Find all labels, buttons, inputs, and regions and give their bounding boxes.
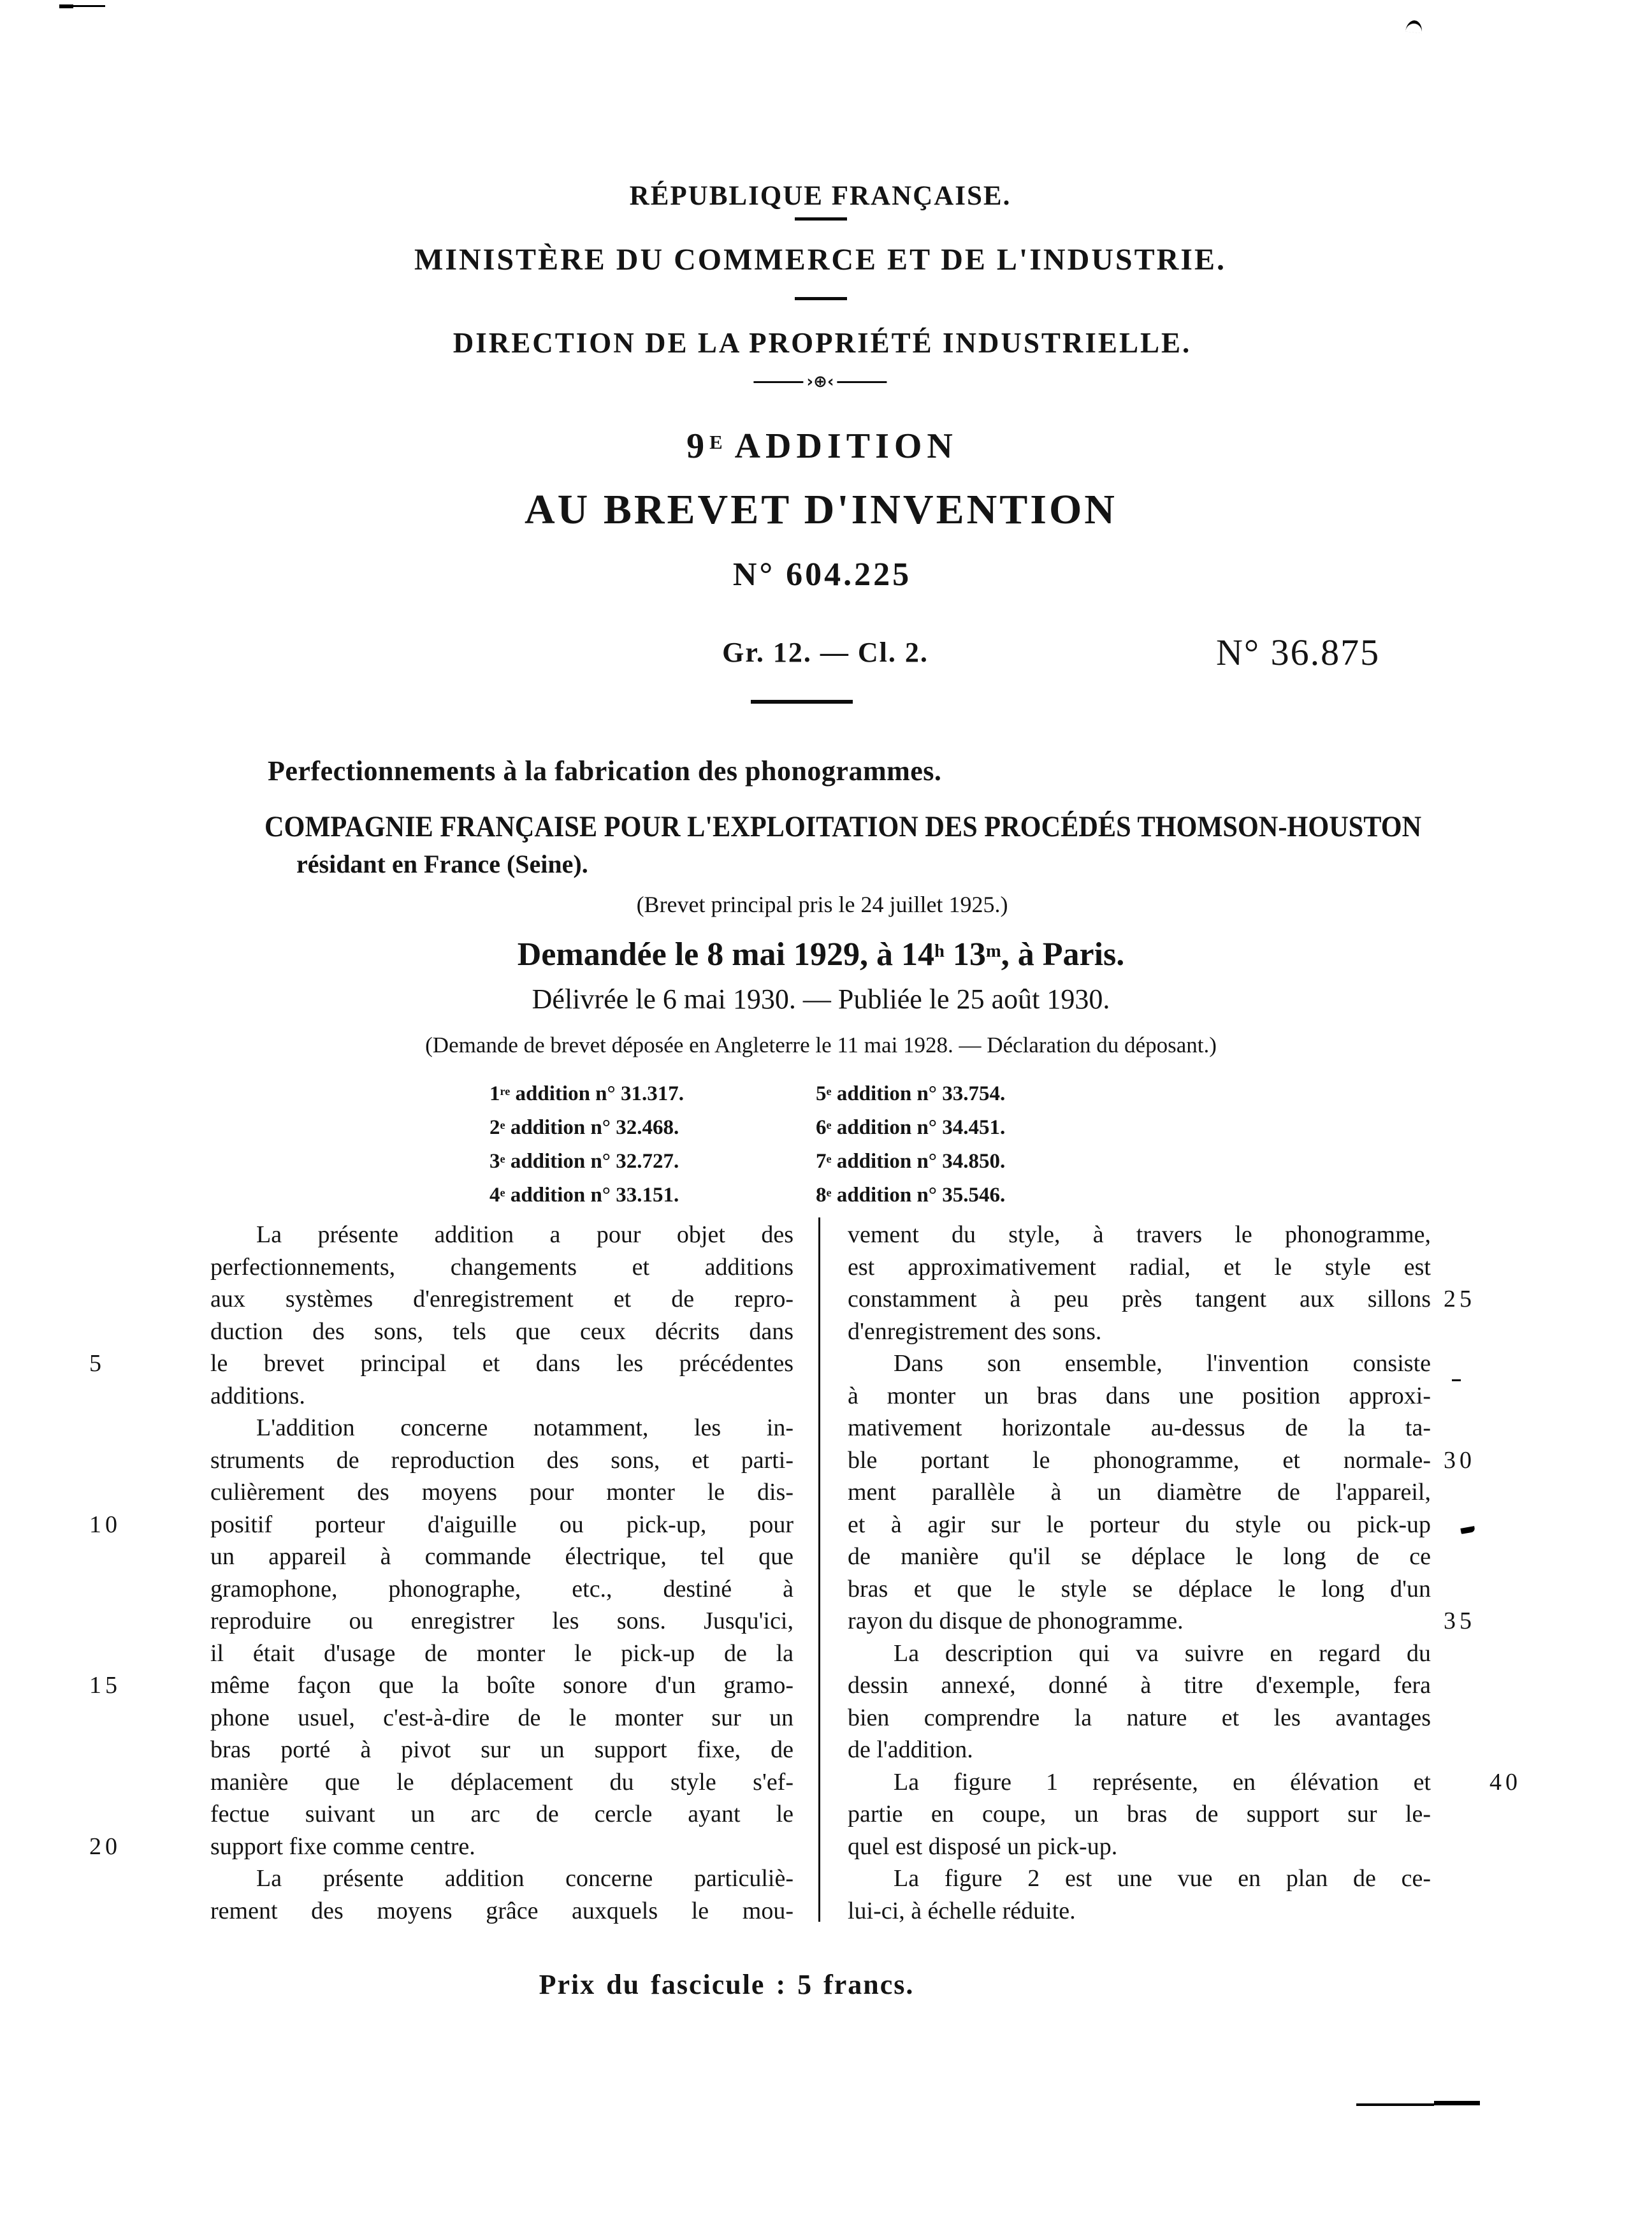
body-column-right (848, 1219, 1521, 1927)
text-line (848, 1219, 1431, 1251)
line-text: bras et que le style se déplace le long d'un (848, 1575, 1431, 1602)
text-line (210, 1862, 793, 1895)
prior-additions-column-left (489, 1076, 684, 1212)
line-text: il était d'usage de monter le pick-up de la (210, 1639, 793, 1667)
text-line (210, 1476, 793, 1509)
cross-ornament-divider (753, 374, 887, 390)
line-number: 40 (1489, 1768, 1521, 1796)
line-text: bien comprendre la nature et les avantages (848, 1704, 1431, 1731)
ministry-heading: MINISTÈRE DU COMMERCE ET DE L'INDUSTRIE. (414, 243, 1226, 277)
text-line (210, 1283, 793, 1316)
line-text: manière que le déplacement du style s'ef- (210, 1768, 793, 1796)
scan-artifact-line (1434, 2101, 1480, 2105)
line-text: est approximativement radial, et le style est (848, 1253, 1431, 1281)
divider-rule (795, 297, 847, 300)
text-line (210, 1541, 793, 1573)
line-text: Dans son ensemble, l'invention consiste (894, 1350, 1431, 1377)
line-text: de manière qu'il se déplace le long de ce (848, 1543, 1431, 1570)
text-line (848, 1573, 1431, 1606)
scan-speck (1460, 1526, 1475, 1534)
text-line (848, 1541, 1431, 1573)
text-line (848, 1251, 1431, 1284)
text-line (848, 1669, 1431, 1702)
line-text: mativement horizontale au-dessus de la ta- (848, 1414, 1431, 1441)
line-text: vement du style, à travers le phonogramme, (848, 1221, 1431, 1248)
text-line (848, 1509, 1431, 1541)
line-text: perfectionnements, changements et additions (210, 1253, 793, 1281)
line-text: lui-ci, à échelle réduite. (848, 1897, 1076, 1924)
line-text: additions. (210, 1382, 305, 1409)
text-line (848, 1702, 1431, 1734)
text-line (848, 1444, 1475, 1477)
line-text: de l'addition. (848, 1736, 973, 1763)
line-text: ble portant le phonogramme, et normale- (848, 1446, 1431, 1474)
text-line (210, 1412, 793, 1444)
line-text: support fixe comme centre. (210, 1833, 475, 1860)
line-text: ment parallèle à un diamètre de l'appareil, (848, 1479, 1431, 1506)
line-text: rayon du disque de phonogramme. (848, 1608, 1184, 1634)
line-text: et à agir sur le porteur du style ou pick-up (848, 1511, 1431, 1538)
line-text: L'addition concerne notamment, les in- (256, 1414, 793, 1441)
prior-addition-entry: 2e addition n° 32.468. (489, 1116, 679, 1140)
ornament-line (753, 381, 803, 383)
text-line (848, 1734, 1431, 1766)
filing-date-line: Demandée le 8 mai 1929, à 14$^h$ 13$^m$, à Paris. (517, 936, 1125, 973)
line-text: La figure 2 est une vue en plan de ce- (894, 1865, 1431, 1892)
line-text: dessin annexé, donné à titre d'exemple, fera (848, 1672, 1431, 1699)
republic-heading: RÉPUBLIQUE FRANÇAISE. (629, 181, 1011, 211)
text-line (848, 1412, 1431, 1444)
line-text: même façon que la boîte sonore d'un gramo- (210, 1672, 793, 1699)
line-text: La présente addition concerne particuliè- (256, 1865, 793, 1892)
issue-publication-date-line: Délivrée le 6 mai 1930. — Publiée le 25 août 1930. (532, 984, 1110, 1015)
text-line (848, 1798, 1431, 1831)
text-line (210, 1380, 793, 1412)
line-text: La description qui va suivre en regard du (894, 1639, 1431, 1667)
text-line (210, 1219, 793, 1251)
text-line (848, 1766, 1521, 1799)
line-number: 5 (89, 1350, 105, 1377)
line-text: rement des moyens grâce auxquels le mou- (210, 1897, 793, 1924)
line-text: reproduire ou enregistrer les sons. Jusqu'ici, (210, 1608, 793, 1634)
parent-patent-number: N° 604.225 (732, 556, 912, 593)
applicant-company: COMPAGNIE FRANÇAISE POUR L'EXPLOITATION DES PROCÉDÉS THOMSON-HOUSTON (264, 810, 1422, 843)
text-line (848, 1380, 1431, 1412)
text-line (848, 1637, 1431, 1670)
line-text: un appareil à commande électrique, tel que (210, 1543, 793, 1570)
line-text: le brevet principal et dans les précédentes (210, 1350, 793, 1377)
prior-addition-entry: 6e addition n° 34.451. (816, 1116, 1006, 1140)
line-text: culièrement des moyens pour monter le dis- (210, 1479, 793, 1506)
line-number: 15 (89, 1672, 121, 1699)
price-footer: Prix du fascicule : 5 francs. (539, 1969, 915, 2000)
text-line (848, 1316, 1431, 1348)
divider-rule (751, 700, 853, 704)
text-line (210, 1573, 793, 1606)
text-line (848, 1605, 1475, 1637)
line-number: 10 (89, 1511, 121, 1538)
text-line (210, 1895, 793, 1927)
line-text: bras porté à pivot sur un support fixe, de (210, 1736, 793, 1763)
line-text: gramophone, phonographe, etc., destiné à (210, 1575, 793, 1602)
divider-rule (795, 217, 847, 221)
direction-heading: DIRECTION DE LA PROPRIÉTÉ INDUSTRIELLE. (453, 327, 1192, 359)
line-text: La figure 1 représente, en élévation et (894, 1768, 1431, 1796)
line-text: duction des sons, tels que ceux décrits dans (210, 1318, 793, 1345)
prior-addition-entry: 1re addition n° 31.317. (489, 1082, 684, 1106)
text-line (210, 1444, 793, 1477)
document-number: N° 36.875 (1216, 632, 1380, 673)
prior-addition-entry: 3e addition n° 32.727. (489, 1150, 679, 1173)
text-line (89, 1347, 793, 1380)
line-text: fectue suivant un arc de cercle ayant le (210, 1801, 793, 1827)
text-line (210, 1798, 793, 1831)
text-line (210, 1605, 793, 1637)
prior-addition-entry: 8e addition n° 35.546. (816, 1184, 1006, 1207)
prior-addition-entry: 7e addition n° 34.850. (816, 1150, 1006, 1173)
text-line (848, 1347, 1431, 1380)
line-text: à monter un bras dans une position approxi- (848, 1382, 1431, 1409)
ornament-line (837, 381, 887, 383)
scan-artifact-line (72, 5, 105, 7)
principal-patent-note: (Brevet principal pris le 24 juillet 1925.) (636, 892, 1008, 917)
line-text: d'enregistrement des sons. (848, 1318, 1102, 1345)
text-line (89, 1669, 793, 1702)
scan-speck (1452, 1379, 1461, 1381)
body-column-left (89, 1219, 793, 1927)
line-text: aux systèmes d'enregistrement et de repro- (210, 1286, 793, 1312)
text-line (89, 1509, 793, 1541)
line-number: 25 (1444, 1286, 1475, 1312)
line-number: 35 (1444, 1608, 1475, 1634)
patent-heading: AU BREVET D'INVENTION (525, 486, 1117, 533)
line-text: partie en coupe, un bras de support sur le- (848, 1801, 1431, 1827)
text-line (210, 1637, 793, 1670)
text-line (848, 1862, 1431, 1895)
line-text: phone usuel, c'est-à-dire de le monter sur un (210, 1704, 793, 1731)
text-line (89, 1831, 793, 1863)
scan-artifact-line (59, 4, 73, 8)
group-class-label: Gr. 12. — Cl. 2. (722, 637, 929, 668)
text-line (210, 1316, 793, 1348)
prior-addition-entry: 4e addition n° 33.151. (489, 1184, 679, 1207)
handwritten-caret-mark (1405, 20, 1423, 34)
applicant-residence: résidant en France (Seine). (296, 850, 588, 878)
text-line (848, 1831, 1431, 1863)
line-text: constamment à peu près tangent aux sillons (848, 1286, 1431, 1312)
prior-addition-entry: 5e addition n° 33.754. (816, 1082, 1006, 1106)
text-line (848, 1476, 1431, 1509)
text-line (210, 1251, 793, 1284)
foreign-filing-note: (Demande de brevet déposée en Angleterre le 11 mai 1928. — Déclaration du déposant.) (425, 1033, 1217, 1057)
cross-ornament-icon: ›⊕‹ (806, 372, 834, 391)
line-text: quel est disposé un pick-up. (848, 1833, 1118, 1860)
scan-artifact-line (1356, 2103, 1434, 2106)
prior-additions-column-right (816, 1076, 1005, 1212)
invention-title: Perfectionnements à la fabrication des phonogrammes. (268, 755, 942, 787)
line-number: 30 (1444, 1446, 1475, 1474)
line-text: La présente addition a pour objet des (256, 1221, 793, 1248)
text-line (848, 1895, 1431, 1927)
addition-number-heading: $9^E$ ADDITION (686, 426, 958, 466)
line-number: 20 (89, 1833, 121, 1860)
line-text: struments de reproduction des sons, et parti- (210, 1446, 793, 1474)
text-line (210, 1734, 793, 1766)
column-divider-rule (818, 1217, 820, 1922)
text-line (848, 1283, 1475, 1316)
text-line (210, 1766, 793, 1799)
text-line (210, 1702, 793, 1734)
line-text: positif porteur d'aiguille ou pick-up, pour (210, 1511, 793, 1538)
